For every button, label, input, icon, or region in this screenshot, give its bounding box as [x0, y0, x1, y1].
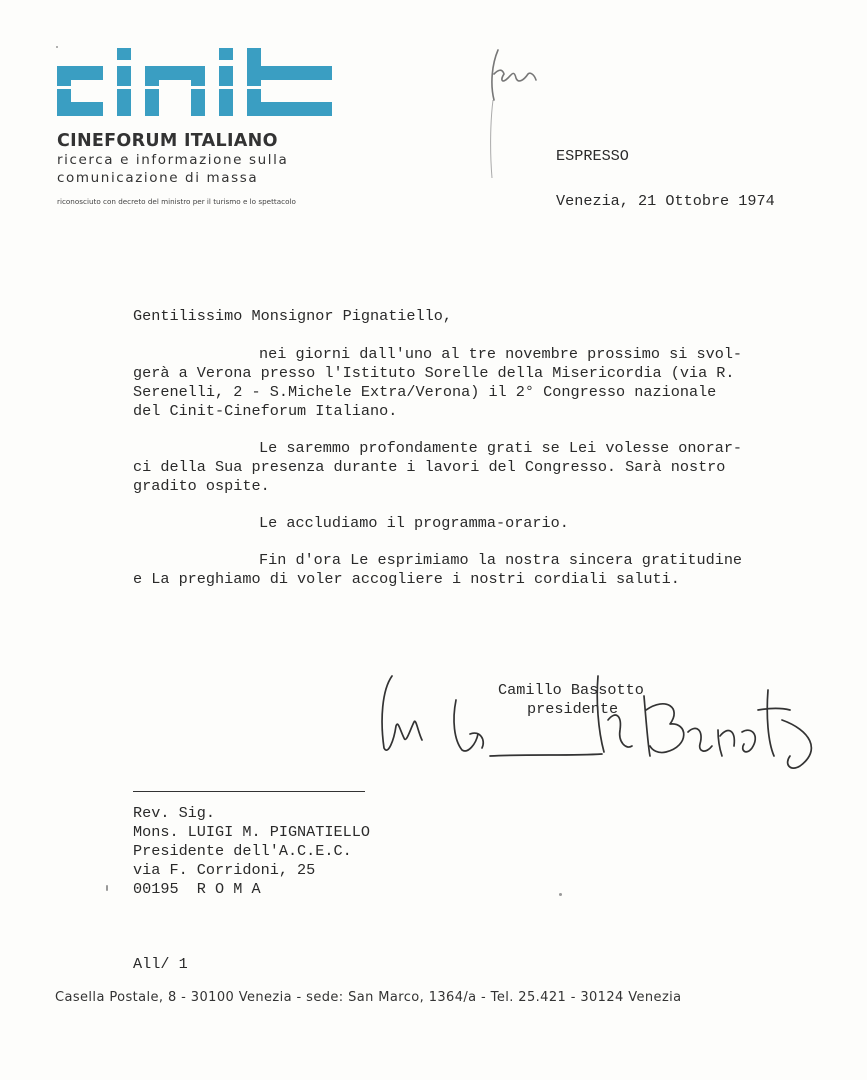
org-name: CINEFORUM ITALIANO: [57, 131, 278, 151]
recipient-line-1: Rev. Sig.: [133, 804, 216, 822]
scan-speck: [559, 893, 562, 896]
attachments-note: All/ 1: [133, 955, 188, 973]
org-subtitle-line2: comunicazione di massa: [57, 170, 259, 186]
recipient-line-3: Presidente dell'A.C.E.C.: [133, 842, 352, 860]
paragraph-4-line-2: e La preghiamo di voler accogliere i nostri cordiali saluti.: [133, 570, 680, 588]
handwritten-initials: [484, 44, 554, 184]
cinit-logo: [57, 48, 332, 118]
paragraph-4-line-1: Fin d'ora Le esprimiamo la nostra sincera gratitudine: [259, 551, 743, 569]
recipient-rule: [133, 791, 365, 792]
scan-speck: [56, 46, 58, 48]
paragraph-3-line-1: Le accludiamo il programma-orario.: [259, 514, 569, 532]
signatory-name: Camillo Bassotto: [498, 681, 644, 699]
recipient-line-4: via F. Corridoni, 25: [133, 861, 316, 879]
salutation: Gentilissimo Monsignor Pignatiello,: [133, 307, 452, 325]
recipient-line-2: Mons. LUIGI M. PIGNATIELLO: [133, 823, 370, 841]
paragraph-1-line-3: Serenelli, 2 - S.Michele Extra/Verona) il 2° Congresso nazionale: [133, 383, 717, 401]
signatory-role: presidente: [527, 700, 619, 718]
org-subtitle-line1: ricerca e informazione sulla: [57, 152, 289, 168]
place-date: Venezia, 21 Ottobre 1974: [556, 192, 775, 210]
paragraph-1-line-4: del Cinit-Cineforum Italiano.: [133, 402, 398, 420]
paragraph-1-line-2: gerà a Verona presso l'Istituto Sorelle della Misericordia (via R.: [133, 364, 735, 382]
paragraph-1-line-1: nei giorni dall'uno al tre novembre prossimo si svol-: [259, 345, 743, 363]
decree-note: riconosciuto con decreto del ministro per il turismo e lo spettacolo: [57, 197, 296, 206]
paragraph-2-line-1: Le saremmo profondamente grati se Lei volesse onorar-: [259, 439, 743, 457]
scan-speck: [106, 885, 108, 891]
recipient-line-5: 00195 R O M A: [133, 880, 261, 898]
paragraph-2-line-3: gradito ospite.: [133, 477, 270, 495]
paragraph-2-line-2: ci della Sua presenza durante i lavori del Congresso. Sarà nostro: [133, 458, 726, 476]
delivery-mode: ESPRESSO: [556, 147, 629, 165]
footer-address: Casella Postale, 8 - 30100 Venezia - sede: San Marco, 1364/a - Tel. 25.421 - 30124 Venezia: [55, 990, 682, 1005]
handwritten-signature: [370, 660, 830, 780]
